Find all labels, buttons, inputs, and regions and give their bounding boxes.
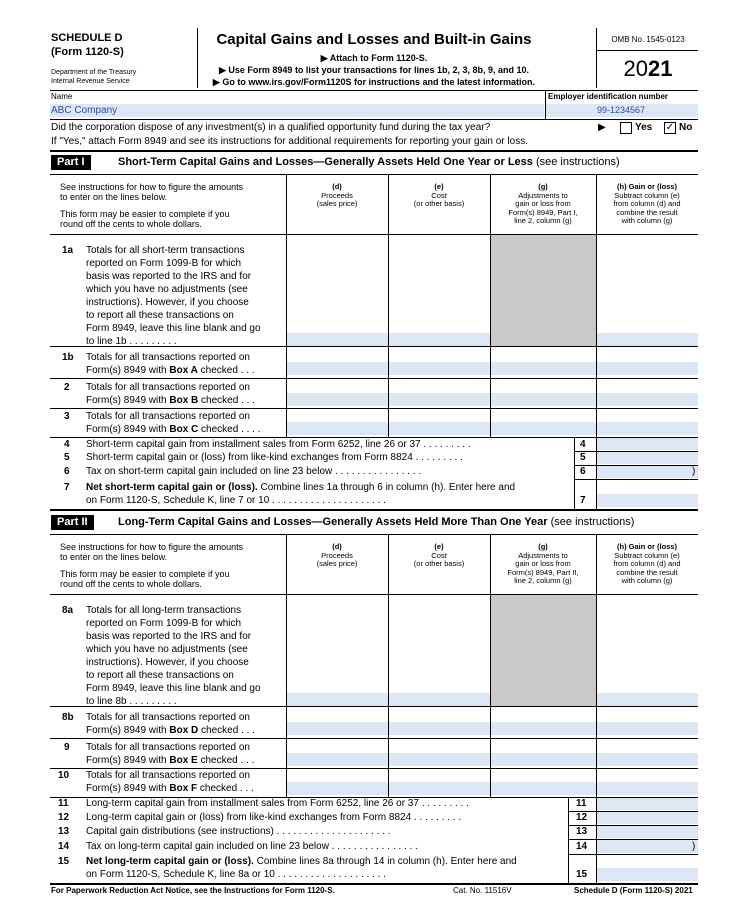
part1-col-h-header: (h) Gain or (loss) Subtract column (e) from column (d) and combine the result with column (g) — [613, 182, 681, 225]
name-field[interactable]: ABC Company — [51, 105, 118, 116]
ein-label: Employer identification number — [548, 92, 669, 101]
line-14-desc: Tax on long-term capital gain included on line 23 below . . . . . . . . . . . . . . . . — [86, 841, 418, 852]
line-9-adjust[interactable] — [491, 753, 596, 766]
part1-inst-1: See instructions for how to figure the amounts — [60, 182, 244, 192]
line-10-desc: Totals for all transactions reported on — [86, 770, 250, 781]
line-8b-cost[interactable] — [389, 722, 490, 735]
line-9-desc: Totals for all transactions reported on — [86, 742, 250, 753]
no-checkbox[interactable] — [664, 122, 676, 134]
line-1b-adjust[interactable] — [491, 362, 596, 375]
line-11-box: 11 — [576, 798, 587, 809]
line-2-desc-2: Form(s) 8949 with Box B checked . . . — [86, 395, 255, 406]
line-15-desc: Net long-term capital gain or (loss). Combine lines 8a through 14 in column (h). Enter here and — [86, 856, 517, 867]
part1-inst-4: round off the cents to whole dollars. — [60, 219, 202, 229]
line-2-adjust[interactable] — [491, 393, 596, 406]
use-8949-note: ▶ Use Form 8949 to list your transactions for lines 1b, 2, 3, 8b, 9, and 10. — [218, 65, 530, 75]
line-13-desc: Capital gain distributions (see instructions) . . . . . . . . . . . . . . . . . . . . . — [86, 826, 391, 837]
line-5-box: 5 — [580, 452, 586, 463]
line-15-desc-2: on Form 1120-S, Schedule K, line 8a or 10 . . . . . . . . . . . . . . . . . . . . — [86, 869, 386, 880]
line-6-number: 6 — [64, 466, 70, 477]
line-7-gain[interactable] — [597, 494, 698, 507]
part2-inst-2: to enter on the lines below. — [60, 552, 168, 562]
attach-note: ▶ Attach to Form 1120-S. — [320, 53, 428, 63]
line-1a-gain[interactable] — [597, 333, 698, 346]
line-8a-desc: Totals for all long-term transactions reported on Form 1099-B for which basis was reported to the IRS and for which you have no adjustments (see instructions). However, if you choose to report all these transactions on Form 8949, leave this line blank and go to line 8b . . . . . . . . . — [86, 605, 261, 707]
line-10-number: 10 — [58, 770, 70, 781]
line-3-number: 3 — [64, 411, 70, 422]
qof-question: Did the corporation dispose of any investment(s) in a qualified opportunity fund during the tax year? — [51, 122, 491, 133]
qof-arrow: ▶ — [598, 122, 606, 133]
line-11-number: 11 — [58, 798, 69, 809]
line-8b-adjust[interactable] — [491, 722, 596, 735]
line-1b-proceeds[interactable] — [287, 362, 388, 375]
schedule-label: SCHEDULE D — [51, 32, 123, 44]
part2-col-e-header: (e) Cost (or other basis) — [413, 542, 465, 568]
ein-field[interactable]: 99-1234567 — [596, 105, 646, 115]
line-12-box: 12 — [576, 812, 588, 823]
line-2-proceeds[interactable] — [287, 393, 388, 406]
part1-col-d-header: (d) Proceeds (sales price) — [316, 182, 358, 208]
line-15-gain[interactable] — [597, 868, 698, 881]
line-4-box: 4 — [580, 439, 586, 450]
line-2-number: 2 — [64, 382, 70, 393]
line-15-number: 15 — [58, 856, 70, 867]
line-9-number: 9 — [64, 742, 70, 753]
part1-col-g-header: (g) Adjustments to gain or loss from Form(s) 8949, Part I, line 2, column (g) — [508, 182, 578, 225]
line-2-desc: Totals for all transactions reported on — [86, 382, 250, 393]
line-10-gain[interactable] — [597, 782, 698, 795]
line-12-gain[interactable] — [597, 812, 698, 824]
line-1a-number: 1a — [62, 245, 74, 256]
line-4-number: 4 — [64, 439, 70, 450]
line-7-box: 7 — [580, 495, 586, 506]
line-10-desc-2: Form(s) 8949 with Box F checked . . . — [86, 783, 254, 794]
part1-label: Part I — [51, 155, 91, 170]
line-8b-number: 8b — [62, 712, 74, 723]
line-14-gain[interactable] — [597, 840, 698, 853]
line-3-proceeds[interactable] — [287, 422, 388, 435]
line-9-proceeds[interactable] — [287, 753, 388, 766]
line-1a-desc: Totals for all short-term transactions reported on Form 1099-B for which basis was reported to the IRS and for which you have no adjustments (see instructions). However, if you choose to report all these transactions on Form 8949, leave this line blank and go to line 1b . . . . . . . . . — [86, 245, 261, 347]
line-4-desc: Short-term capital gain from installment sales from Form 6252, line 26 or 37 . . . . . . . . . — [86, 439, 471, 450]
footer-form-id: Schedule D (Form 1120-S) 2021 — [574, 886, 693, 895]
line-4-gain[interactable] — [597, 438, 698, 450]
line-1b-number: 1b — [62, 352, 74, 363]
line-6-box: 6 — [580, 466, 586, 477]
line-1b-desc-2: Form(s) 8949 with Box A checked . . . — [86, 365, 255, 376]
line-1a-cost[interactable] — [389, 333, 490, 346]
line-14-paren: ) — [692, 841, 696, 852]
line-11-desc: Long-term capital gain from installment sales from Form 6252, line 26 or 37 . . . . . . . . . — [86, 798, 469, 809]
part2-inst-3: This form may be easier to complete if you — [60, 569, 230, 579]
line-14-box: 14 — [576, 841, 588, 852]
line-12-desc: Long-term capital gain or (loss) from like-kind exchanges from Form 8824 . . . . . . . . . — [86, 812, 462, 823]
line-13-box: 13 — [576, 826, 588, 837]
part2-col-g-header: (g) Adjustments to gain or loss from Form(s) 8949, Part II, line 2, column (g) — [507, 542, 579, 585]
line-8b-desc: Totals for all transactions reported on — [86, 712, 250, 723]
part1-title: Short-Term Capital Gains and Losses—Generally Assets Held One Year or Less (see instructions) — [118, 156, 620, 168]
line-6-desc: Tax on short-term capital gain included on line 23 below . . . . . . . . . . . . . . . . — [86, 466, 422, 477]
line-6-gain[interactable] — [597, 466, 698, 478]
line-13-gain[interactable] — [597, 826, 698, 838]
dept-irs: Internal Revenue Service — [51, 78, 130, 85]
line-8a-gain[interactable] — [597, 693, 698, 706]
line-3-cost[interactable] — [389, 422, 490, 435]
line-7-desc-2: on Form 1120-S, Schedule K, line 7 or 10 . . . . . . . . . . . . . . . . . . . . . — [86, 495, 386, 506]
line-8b-desc-2: Form(s) 8949 with Box D checked . . . — [86, 725, 255, 736]
omb-number: OMB No. 1545-0123 — [611, 35, 685, 44]
qof-instruction: If "Yes," attach Form 8949 and see its instructions for additional requirements for reporting your gain or loss. — [51, 136, 528, 147]
line-8b-gain[interactable] — [597, 722, 698, 735]
line-3-desc: Totals for all transactions reported on — [86, 411, 250, 422]
name-label: Name — [51, 92, 73, 101]
part1-col-e-header: (e) Cost (or other basis) — [413, 182, 465, 208]
line-12-number: 12 — [58, 812, 70, 823]
line-1a-proceeds[interactable] — [287, 333, 388, 346]
line-6-paren: ) — [692, 466, 696, 477]
part2-inst-1: See instructions for how to figure the amounts — [60, 542, 244, 552]
part2-inst-4: round off the cents to whole dollars. — [60, 579, 202, 589]
goto-note: ▶ Go to www.irs.gov/Form1120S for instructions and the latest information. — [212, 77, 536, 87]
line-1b-desc: Totals for all transactions reported on — [86, 352, 250, 363]
line-2-cost[interactable] — [389, 393, 490, 406]
line-8a-proceeds[interactable] — [287, 693, 388, 706]
line-8a-number: 8a — [62, 605, 74, 616]
line-1b-cost[interactable] — [389, 362, 490, 375]
line-9-gain[interactable] — [597, 753, 698, 766]
yes-checkbox[interactable] — [620, 122, 632, 134]
part2-col-h-header: (h) Gain or (loss) Subtract column (e) from column (d) and combine the result with column (g) — [613, 542, 681, 585]
line-11-gain[interactable] — [597, 798, 698, 810]
line-1b-gain[interactable] — [597, 362, 698, 375]
line-15-box: 15 — [576, 869, 588, 880]
part2-col-d-header: (d) Proceeds (sales price) — [316, 542, 358, 568]
check-icon: ✓ — [665, 122, 675, 133]
line-10-cost[interactable] — [389, 782, 490, 795]
tax-year: 2021 — [623, 56, 673, 81]
dept-treasury: Department of the Treasury — [51, 69, 137, 76]
line-3-gain[interactable] — [597, 422, 698, 435]
line-3-desc-2: Form(s) 8949 with Box C checked . . . . — [86, 424, 261, 435]
part2-title: Long-Term Capital Gains and Losses—Generally Assets Held More Than One Year (see instructions) — [118, 516, 635, 528]
line-8b-proceeds[interactable] — [287, 722, 388, 735]
line-2-gain[interactable] — [597, 393, 698, 406]
line-5-gain[interactable] — [597, 452, 698, 464]
line-10-adjust[interactable] — [491, 782, 596, 795]
part2-label: Part II — [51, 515, 94, 530]
line-9-desc-2: Form(s) 8949 with Box E checked . . . — [86, 755, 255, 766]
line-13-number: 13 — [58, 826, 70, 837]
footer-paperwork-notice: For Paperwork Reduction Act Notice, see the Instructions for Form 1120-S. — [51, 886, 335, 895]
line-5-number: 5 — [64, 452, 70, 463]
yes-label: Yes — [635, 122, 653, 133]
line-10-proceeds[interactable] — [287, 782, 388, 795]
form-label: (Form 1120-S) — [51, 46, 124, 58]
part1-inst-3: This form may be easier to complete if you — [60, 209, 230, 219]
line-5-desc: Short-term capital gain or (loss) from like-kind exchanges from Form 8824 . . . . . . . . . — [86, 452, 463, 463]
line-7-desc: Net short-term capital gain or (loss). Combine lines 1a through 6 in column (h). Enter here and — [86, 482, 516, 493]
part1-inst-2: to enter on the lines below. — [60, 192, 168, 202]
line-7-number: 7 — [64, 482, 70, 493]
line-9-cost[interactable] — [389, 753, 490, 766]
line-3-adjust[interactable] — [491, 422, 596, 435]
no-label: No — [679, 122, 693, 133]
footer-cat-number: Cat. No. 11516V — [453, 886, 512, 895]
line-8a-cost[interactable] — [389, 693, 490, 706]
line-14-number: 14 — [58, 841, 70, 852]
form-title: Capital Gains and Losses and Built-in Gains — [216, 31, 532, 48]
